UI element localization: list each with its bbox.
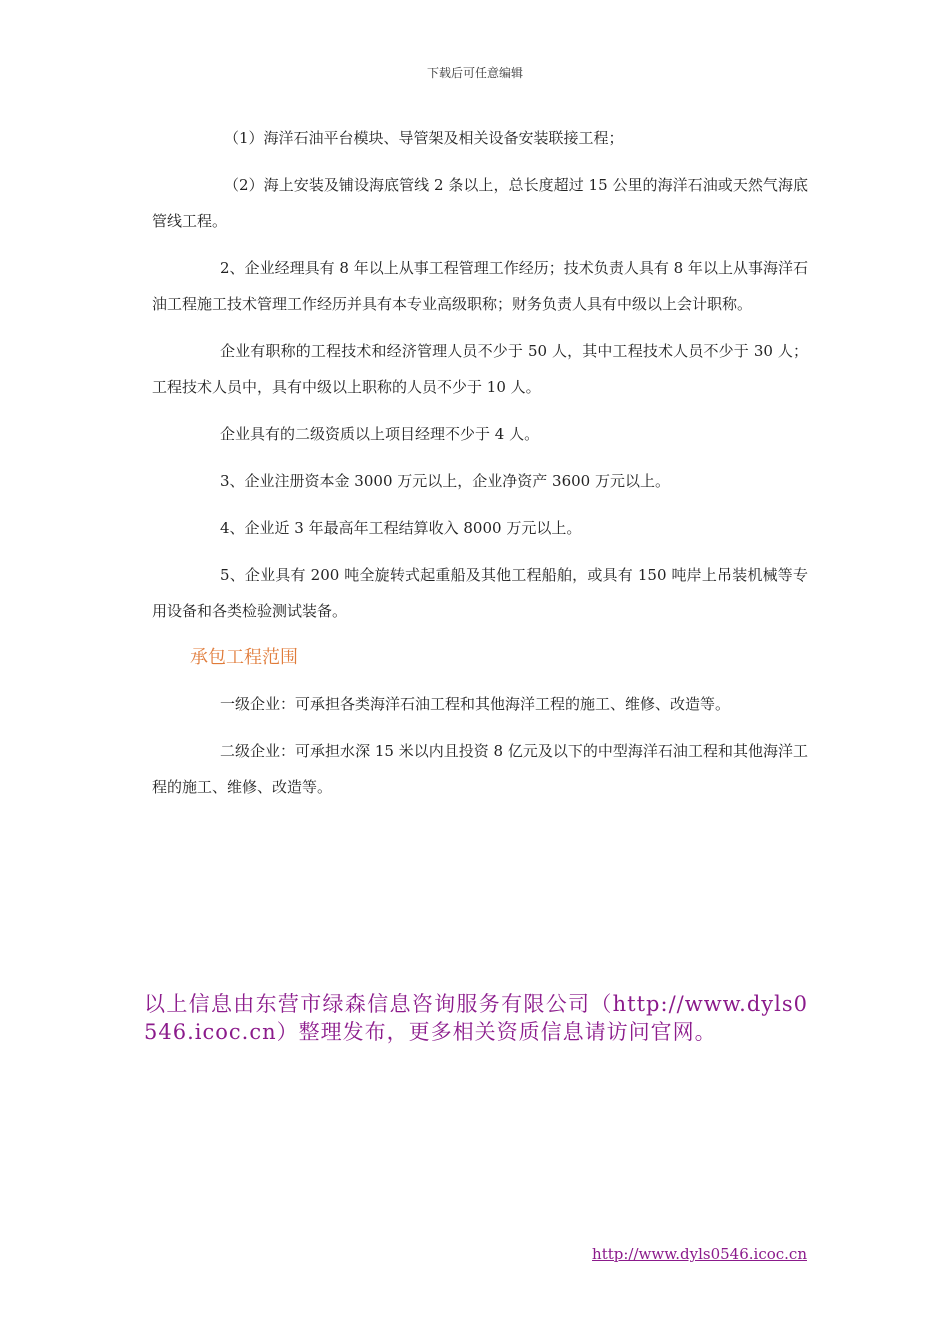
paragraph-item-2: （2）海上安装及铺设海底管线 2 条以上，总长度超过 15 公里的海洋石油或天然气海底管线工程。 [152, 176, 808, 230]
paragraph-requirement-3: 3、企业注册资本金 3000 万元以上，企业净资产 3600 万元以上。 [220, 472, 670, 490]
paragraph-staff: 企业有职称的工程技术和经济管理人员不少于 50 人，其中工程技术人员不少于 30 人；工程技术人员中，具有中级以上职称的人员不少于 10 人。 [152, 342, 808, 396]
paragraph-item-1: （1）海洋石油平台模块、导管架及相关设备安装联接工程； [224, 129, 624, 147]
paragraph-requirement-5: 5、企业具有 200 吨全旋转式起重船及其他工程船舶，或具有 150 吨岸上吊装机械等专用设备和各类检验测试装备。 [152, 566, 808, 620]
footer-link[interactable]: http://www.dyls0546.icoc.cn [592, 1245, 807, 1263]
paragraph-scope-level-1: 一级企业：可承担各类海洋石油工程和其他海洋工程的施工、维修、改造等。 [220, 695, 731, 713]
publisher-notice: 以上信息由东营市绿森信息咨询服务有限公司（http://www.dyls0546.icoc.cn）整理发布，更多相关资质信息请访问官网。 [144, 992, 808, 1044]
document-body [152, 120, 808, 816]
page-header: 下载后可任意编辑 [426, 66, 523, 80]
paragraph-requirement-4: 4、企业近 3 年最高年工程结算收入 8000 万元以上。 [220, 519, 582, 537]
paragraph-requirement-2: 2、企业经理具有 8 年以上从事工程管理工作经历；技术负责人具有 8 年以上从事海洋石油工程施工技术管理工作经历并具有本专业高级职称；财务负责人具有中级以上会计职称。 [152, 259, 808, 313]
paragraph-scope-level-2: 二级企业：可承担水深 15 米以内且投资 8 亿元及以下的中型海洋石油工程和其他海洋工程的施工、维修、改造等。 [152, 742, 808, 796]
section-title-scope: 承包工程范围 [190, 647, 298, 668]
paragraph-project-managers: 企业具有的二级资质以上项目经理不少于 4 人。 [220, 425, 540, 443]
